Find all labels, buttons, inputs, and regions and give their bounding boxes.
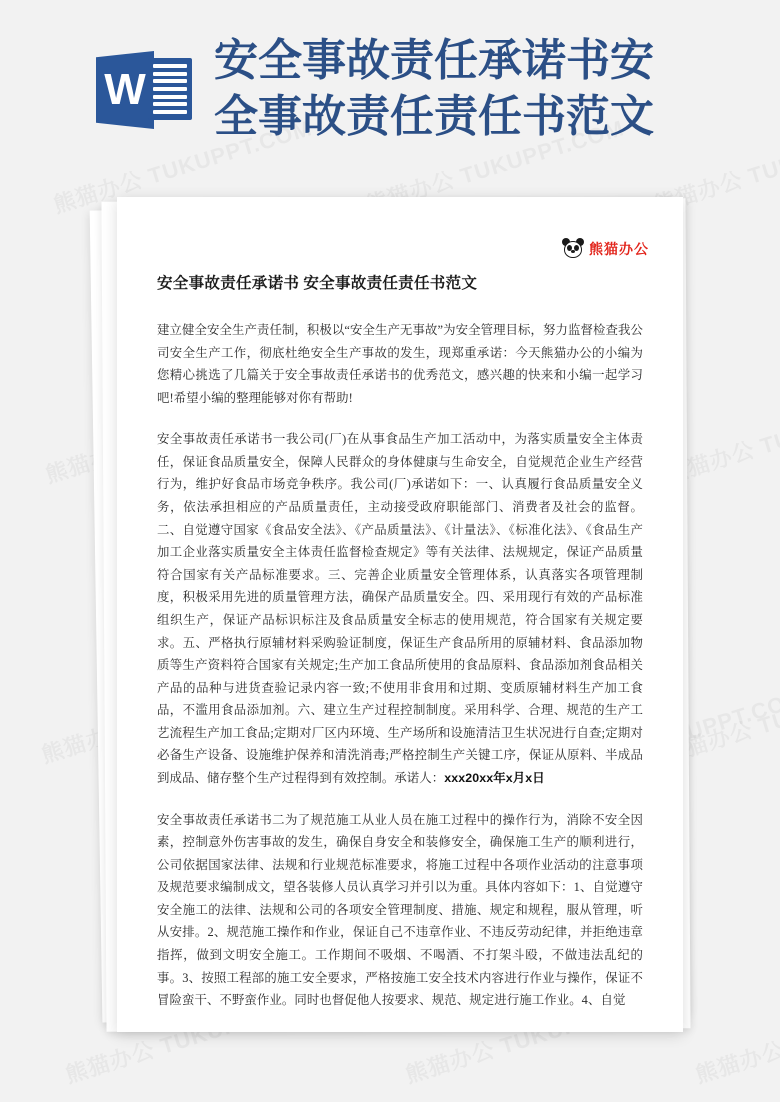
watermark-text <box>691 981 780 1089</box>
word-document-icon <box>96 46 192 132</box>
header-banner <box>0 0 780 178</box>
signature-line: xxx20xx年x月x日 <box>444 770 545 785</box>
document-paragraph-1: 建立健全安全生产责任制，积极以“安全生产无事故”为安全管理目标，努力监督检查我公司安全生产工作，彻底杜绝安全生产事故的发生，现郑重承诺：今天熊猫办公的小编为您精心挑选了几篇关于安全事故责任承诺书的优秀范文，感兴趣的快来和小编一起学习吧!希望小编的整理能够对你有帮助! <box>157 323 643 405</box>
brand-badge <box>562 239 649 259</box>
document-heading: 安全事故责任承诺书 安全事故责任责任书范文 <box>157 275 478 292</box>
document-page[interactable] <box>117 197 683 1032</box>
document-paragraph-3: 安全事故责任承诺书二为了规范施工从业人员在施工过程中的操作行为，消除不安全因素，控制意外伤害事故的发生，确保自身安全和装修安全，确保施工生产的顺利进行，公司依据国家法律、法规和行业规范标准要求，将施工过程中各项作业活动的注意事项及规范要求编制成文，望各装修人员认真学习并引以为重。具体内容如下：1、自觉遵守安全施工的法律、法规和公司的各项安全管理制度、措施、规定和规程，服从管理，听从安排。2、规范施工操作和作业，保证自己不违章作业、不违反劳动纪律，并拒绝违章指挥，做到文明安全施工。工作期间不吸烟、不喝酒、不打架斗殴，不做违法乱纪的事。3、按照工程部的施工安全要求，严格按施工安全技术内容进行作业与操作，保证不冒险蛮干、不野蛮作业。同时也督促他人按要求、规范、规定进行施工作业。4、自觉 <box>157 812 643 1008</box>
page-title: 安全事故责任承诺书安全事故责任责任书范文 <box>214 35 654 141</box>
document-paragraph-2 <box>157 428 643 789</box>
panda-icon <box>562 239 584 259</box>
word-logo-letter: W <box>104 65 146 114</box>
document-paragraph-2-text: 安全事故责任承诺书一我公司(厂)在从事食品生产加工活动中，为落实质量安全主体责任，保证食品质量安全，保障人民群众的身体健康与生命安全，自觉规范企业生产经营行为，维护好食品市场竞争秩序。我公司(厂)承诺如下：一、认真履行食品质量安全义务，依法承担相应的产品质量责任，主动接受政府职能部门、消费者及社会的监督。二、自觉遵守国家《食品安全法》、《产品质量法》、《计量法》、《标准化法》、《食品生产加工企业落实质量安全主体责任监督检查规定》等有关法律、法规规定，保证产品质量符合国家有关产品标准要求。三、完善企业质量安全管理体系，认真落实各项管理制度，积极采用先进的质量管理方法，确保产品质量安全。四、采用现行有效的产品标准组织生产，保证产品标识标注及食品质量安全标志的使用规范，符合国家有关规定要求。五、严格执行原辅材料采购验证制度，保证生产食品所用的原辅材料、食品添加物质等生产资料符合国家有关规定;生产加工食品所使用的食品原料、食品添加剂食品相关产品的品种与进货查验记录内容一致;不使用非食用和过期、变质原辅材料生产加工食品，不滥用食品添加剂。六、建立生产过程控制制度。采用科学、合理、规范的生产工艺流程生产加工食品;定期对厂区内环境、生产场所和设施清洁卫生状况进行自查;定期对必备生产设备、设施维护保养和清洗消毒;严格控制生产关键工序，保证从原料、半成品到成品、储存整个生产过程得到有效控制。承诺人： <box>157 432 643 785</box>
brand-label: 熊猫办公 <box>589 241 649 257</box>
